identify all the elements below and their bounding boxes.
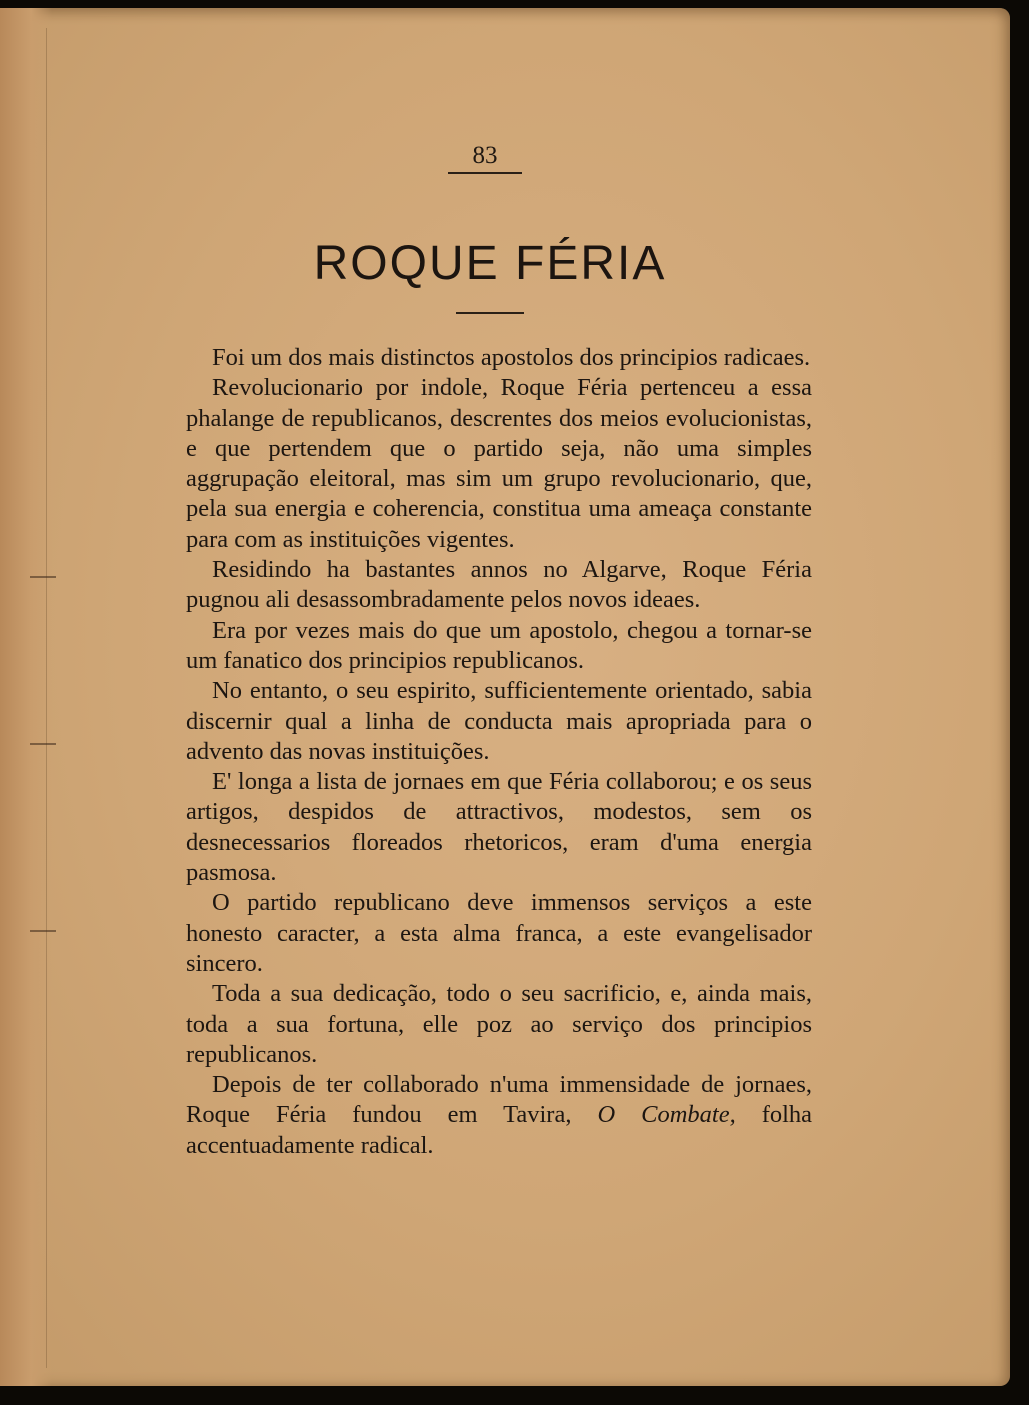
- binding-stitch: [30, 576, 56, 578]
- page-gutter: [0, 8, 52, 1386]
- chapter-title: ROQUE FÉRIA: [313, 237, 667, 290]
- paragraph: Foi um dos mais distinctos apostolos dos principios radicaes.: [212, 344, 811, 371]
- gutter-fold-line: [46, 28, 47, 1368]
- newspaper-title: O Combate,: [597, 1101, 736, 1129]
- paragraph: O partido republicano deve immensos serviços a este honesto caracter, a esta alma franca, a este evangelisador sincero.: [186, 889, 812, 977]
- paragraph-last: [186, 1070, 812, 1161]
- book-page: [0, 8, 1010, 1386]
- page-number: 83: [448, 142, 522, 174]
- paragraph: Residindo ha bastantes annos no Algarve, Roque Féria pugnou ali desassombradamente pelos novos ideaes.: [186, 556, 812, 614]
- paragraph-lead: Depois de ter collaborado n'uma immensidade de jornaes, Roque Féria fundou em Tavira,: [186, 1071, 812, 1129]
- title-divider: [456, 312, 524, 314]
- paragraph: Revolucionario por indole, Roque Féria pertenceu a essa phalange de republicanos, descrentes dos meios evolucionistas, e que pertendem que o partido seja, não uma simples aggrupação eleitoral, mas sim um grupo revolucionario, que, pela sua energia e coherencia, constitua uma ameaça constante para com as instituições vigentes.: [186, 374, 812, 553]
- paragraph: Era por vezes mais do que um apostolo, chegou a tornar-se um fanatico dos principios republicanos.: [186, 616, 812, 674]
- body-text: [186, 343, 812, 1161]
- paragraph-tail: folha accentuadamente radical.: [186, 1101, 813, 1159]
- paragraph: No entanto, o seu espirito, sufficientemente orientado, sabia discernir qual a linha de conducta mais apropriada para o advento das novas instituições.: [186, 677, 812, 765]
- binding-stitch: [30, 743, 56, 745]
- paragraph: Toda a sua dedicação, todo o seu sacrificio, e, ainda mais, toda a sua fortuna, elle poz ao serviço dos principios republicanos.: [186, 980, 812, 1068]
- binding-stitch: [30, 930, 56, 932]
- paragraph: E' longa a lista de jornaes em que Féria collaborou; e os seus artigos, despidos de attractivos, modestos, sem os desnecessarios floreados rhetoricos, eram d'uma energia pasmosa.: [186, 768, 812, 887]
